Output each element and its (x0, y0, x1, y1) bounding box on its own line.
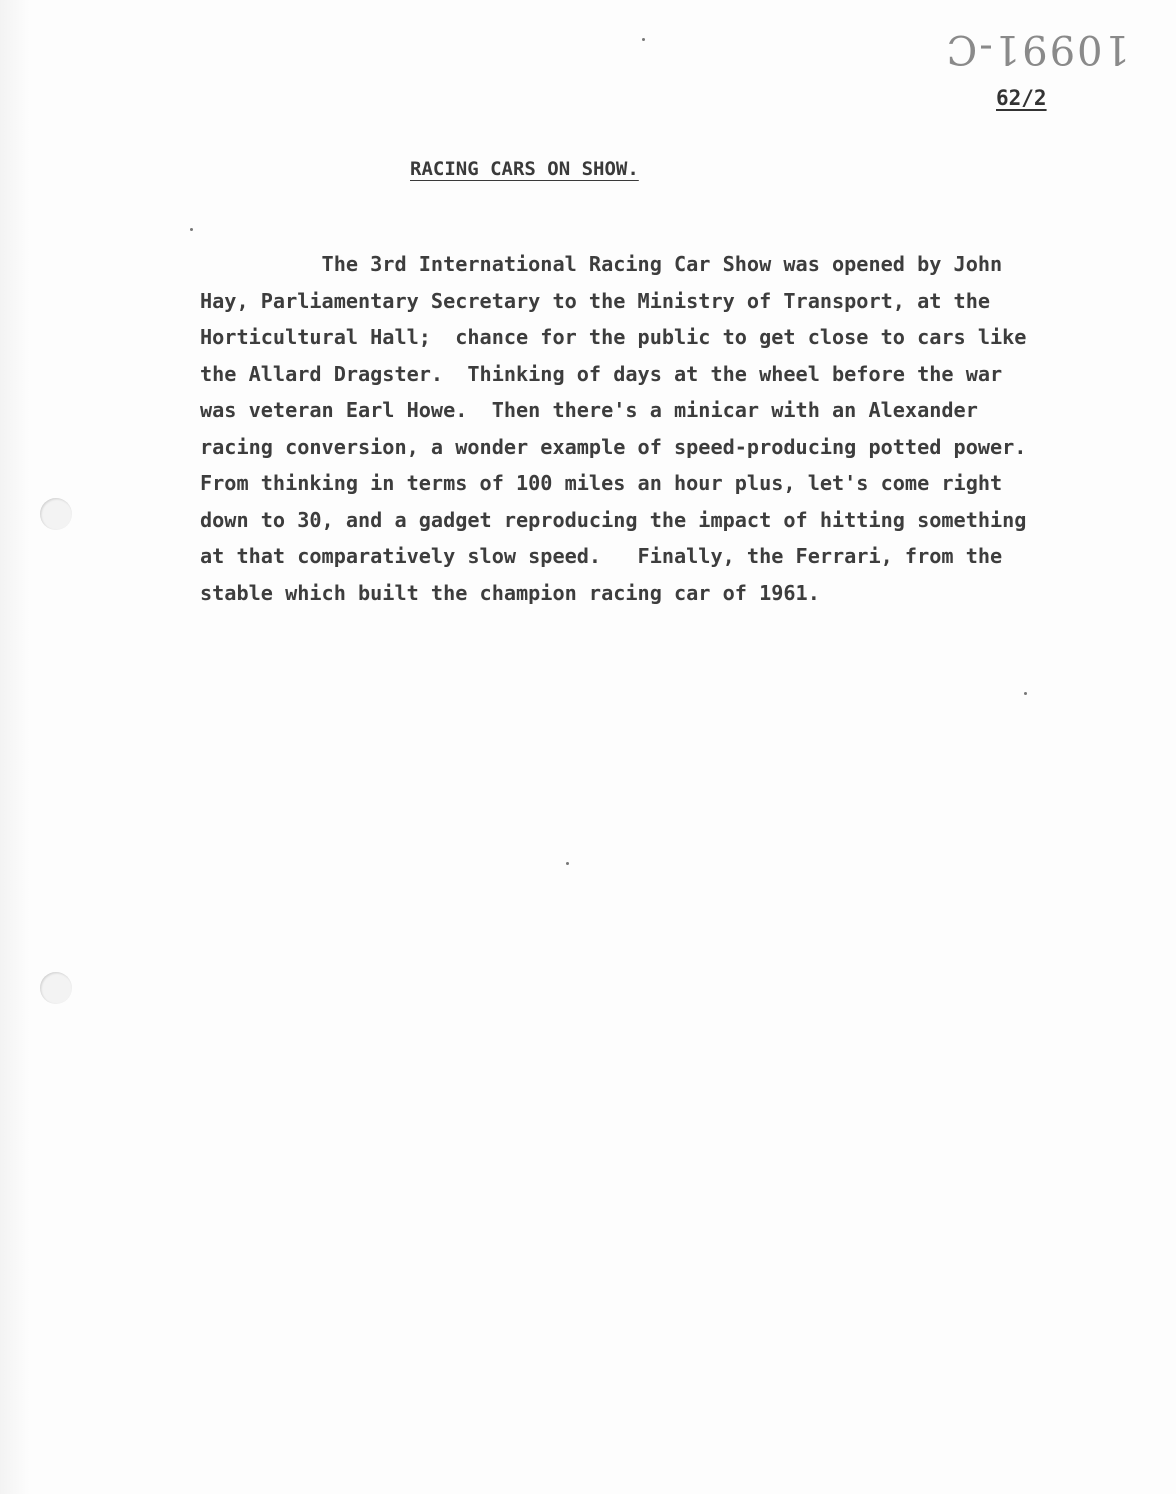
body-line: racing conversion, a wonder example of speed-producing potted power. (200, 434, 1027, 459)
scan-speck (190, 228, 193, 231)
body-line: stable which built the champion racing car of 1961. (200, 580, 820, 605)
body-paragraph (200, 246, 1060, 611)
body-line: Horticultural Hall; chance for the public to get close to cars like (200, 325, 1027, 349)
scan-speck (566, 862, 569, 865)
body-line: was veteran Earl Howe. Then there's a minicar with an Alexander (200, 398, 978, 422)
body-line: the Allard Dragster. Thinking of days at the wheel before the war (200, 361, 1003, 386)
punch-hole (40, 972, 72, 1004)
punch-hole (40, 498, 72, 530)
page-number: 62/2 (996, 86, 1047, 110)
scan-speck (1024, 692, 1027, 695)
body-line: at that comparatively slow speed. Finally, the Ferrari, from the (200, 544, 1003, 568)
body-line: Hay, Parliamentary Secretary to the Ministry of Transport, at the (200, 288, 991, 313)
body-line: From thinking in terms of 100 miles an hour plus, let's come right (200, 471, 1003, 495)
body-line: down to 30, and a gadget reproducing the impact of hitting something (200, 507, 1027, 532)
scan-speck (642, 38, 645, 41)
body-line: The 3rd International Racing Car Show was opened by John (200, 252, 1003, 276)
document-title: RACING CARS ON SHOW. (410, 158, 639, 180)
handwritten-reference-number: 10991-C (944, 26, 1130, 72)
